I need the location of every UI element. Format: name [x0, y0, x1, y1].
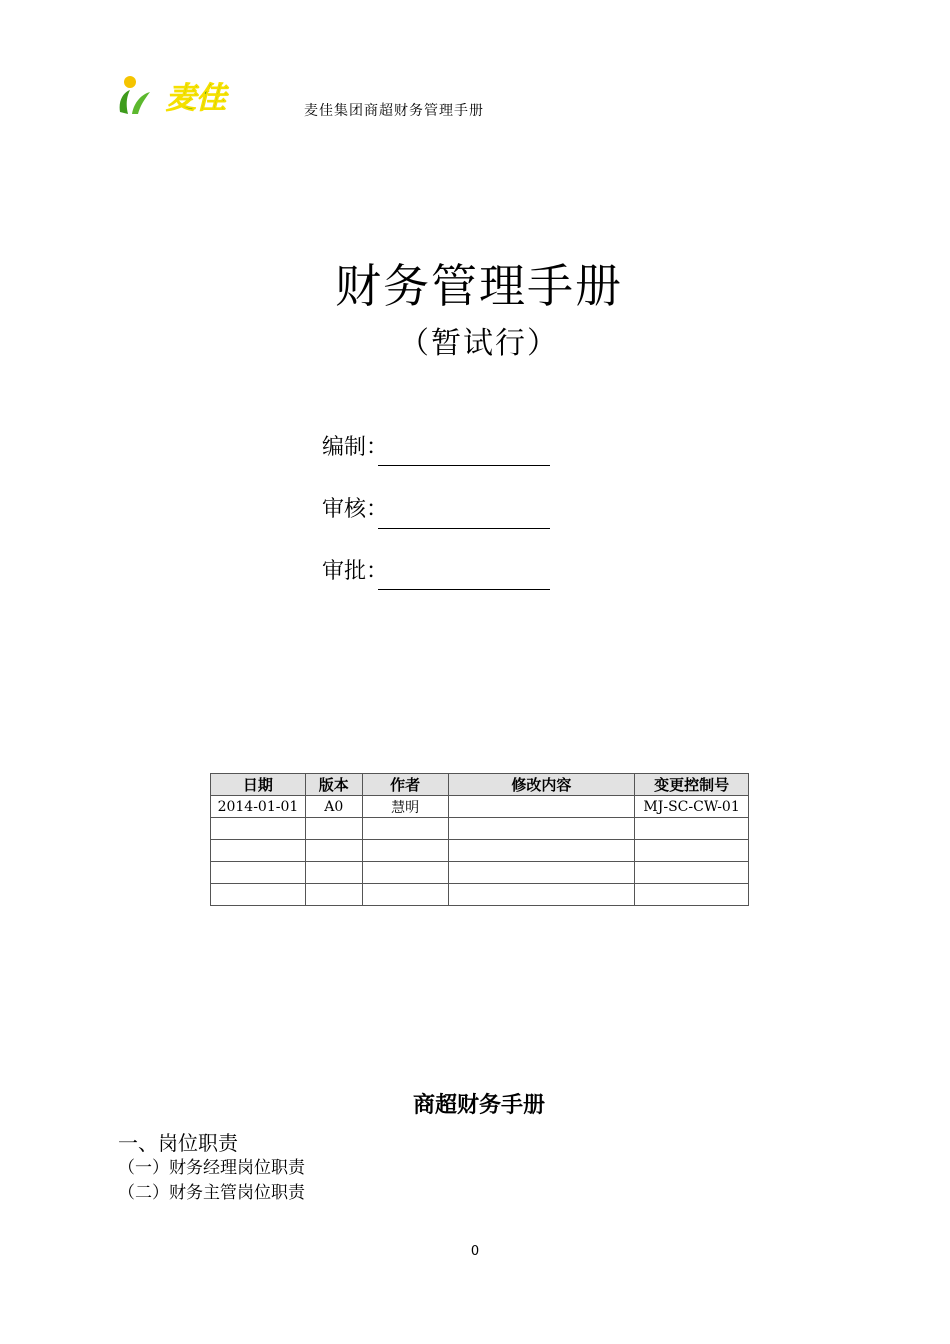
toc-item: （一）财务经理岗位职责 — [118, 1158, 305, 1178]
table-row — [211, 796, 749, 818]
table-row — [211, 840, 749, 862]
table-cell — [448, 862, 635, 884]
table-cell — [448, 884, 635, 906]
column-header: 变更控制号 — [635, 774, 749, 796]
signoff-compiled-label: 编制： — [322, 435, 389, 460]
company-logo — [116, 70, 246, 120]
chapter-heading: 一、岗位职责 — [118, 1131, 238, 1155]
table-cell — [305, 818, 362, 840]
table-cell — [362, 840, 448, 862]
column-header: 版本 — [305, 774, 362, 796]
table-cell: 慧明 — [362, 796, 448, 818]
table-cell — [211, 884, 306, 906]
table-cell — [305, 840, 362, 862]
table-cell — [635, 818, 749, 840]
table-cell — [362, 884, 448, 906]
table-cell — [362, 862, 448, 884]
column-header: 日期 — [211, 774, 306, 796]
header-title: 麦佳集团商超财务管理手册 — [304, 103, 484, 119]
column-header: 作者 — [362, 774, 448, 796]
table-row — [211, 862, 749, 884]
page-number: 0 — [470, 1244, 480, 1259]
table-cell: A0 — [305, 796, 362, 818]
table-row — [211, 818, 749, 840]
table-cell — [448, 840, 635, 862]
signoff-reviewed-label: 审核： — [322, 497, 389, 522]
signoff-reviewed-line — [378, 506, 550, 529]
table-row — [211, 884, 749, 906]
table-cell: MJ-SC-CW-01 — [635, 796, 749, 818]
table-cell — [635, 862, 749, 884]
table-cell — [362, 818, 448, 840]
table-cell: 2014-01-01 — [211, 796, 306, 818]
table-cell — [635, 884, 749, 906]
toc-item: （二）财务主管岗位职责 — [118, 1183, 305, 1203]
table-header-row — [211, 774, 749, 796]
table-cell — [448, 818, 635, 840]
signoff-approved-label: 审批： — [322, 559, 389, 584]
table-cell — [211, 840, 306, 862]
revision-table — [210, 773, 749, 906]
table-cell — [211, 862, 306, 884]
table-cell — [305, 884, 362, 906]
signoff-approved-line — [378, 567, 550, 590]
logo-graphic — [116, 70, 246, 120]
section-title: 商超财务手册 — [412, 1092, 545, 1118]
table-cell — [448, 796, 635, 818]
signoff-compiled-line — [378, 443, 550, 466]
svg-text:麦佳: 麦佳 — [166, 81, 226, 116]
document-title: 财务管理手册 — [335, 259, 623, 313]
table-cell — [305, 862, 362, 884]
column-header: 修改内容 — [448, 774, 635, 796]
table-cell — [211, 818, 306, 840]
document-subtitle: （暂试行） — [399, 326, 559, 361]
table-cell — [635, 840, 749, 862]
